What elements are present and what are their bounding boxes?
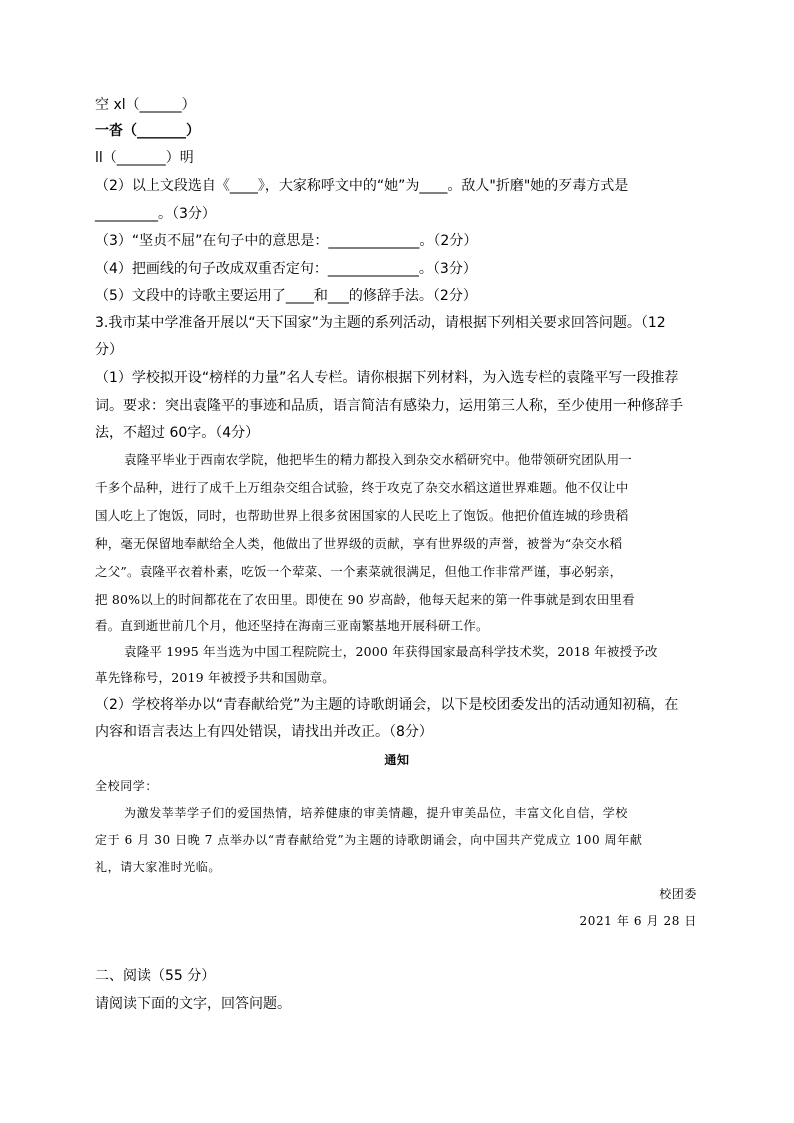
material-line-4: 种，毫无保留地奉献给全人类，他做出了世界级的贡献，享有世界级的声誉，被誉为“杂交水稻 [95,536,623,551]
section-2-instruction: 请阅读下面的文字，回答问题。 [95,996,291,1012]
notice-body-line-1: 为激发莘莘学子们的爱国热情，培养健康的审美情趣，提升审美品位，丰富文化自信，学校 [124,806,629,820]
notice-body-line-3: 礼，请大家准时光临。 [95,860,222,874]
question-3: （3）“坚贞不屈”在句子中的意思是：_____________。（2分） [95,233,478,249]
material-line-7: 看。直到逝世前几个月，他还坚持在海南三亚南繁基地开展科研工作。 [95,618,489,633]
notice-signature-date: 2021 年 6 月 28 日 [579,914,697,928]
sub-question-2-line-1: （2）学校将举办以“青春献给党”为主题的诗歌朗诵会，以下是校团委发出的活动通知初稿，在 [95,697,679,713]
sub-question-1-line-3: 法，不超过 60字。（4分） [95,425,260,441]
material-line-1: 袁隆平毕业于西南农学院，他把毕生的精力都投入到杂交水稻研究中。他带领研究团队用一 [124,452,633,467]
question-2-line-2: _________。（3分） [95,206,216,222]
sub-question-1-line-2: 词。要求：突出袁隆平的事迹和品质，语言简洁有感染力，运用第三人称，至少使用一种修辞手 [95,398,683,414]
answer-line-1: 空 xl（______） [95,97,196,113]
answer-line-3: ll（_______）明 [95,150,194,166]
section-2-heading: 二、阅读（55 分） [95,968,216,984]
material-line-5: 之父”。袁隆平衣着朴素，吃饭一个荤菜、一个素菜就很满足，但他工作非常严谨，事必躬亲， [95,564,623,579]
material-line-9: 革先锋称号，2019 年被授予共和国勋章。 [95,670,335,685]
question-4: （4）把画线的句子改成双重否定句：_____________。（3分） [95,261,477,277]
material-line-3: 国人吃上了饱饭，同时，也帮助世界上很多贫困国家的人民吃上了饱饭。他把价值连城的珍贵稻 [95,508,629,523]
question-3-title-line-1: 3.我市某中学准备开展以“天下国家”为主题的系列活动，请根据下列相关要求回答问题。（12 [95,315,666,331]
notice-greeting: 全校同学： [95,779,159,793]
question-5: （5）文段中的诗歌主要运用了____和___的修辞手法。（2分） [95,288,477,304]
material-line-2: 千多个品种，进行了成千上万组杂交组合试验，终于攻克了杂交水稻这道世界难题。他不仅让中 [95,480,629,495]
material-line-8: 袁隆平 1995 年当选为中国工程院院士，2000 年获得国家最高科学技术奖，2018 年被授予改 [124,644,658,659]
notice-signature-org: 校团委 [659,887,697,901]
notice-title: 通知 [384,753,410,767]
question-2-line-1: （2）以上文段选自《____》，大家称呼文中的“她”为____。敌人"折磨"她的歹毒方式是 [95,178,629,194]
question-3-title-line-2: 分） [95,342,123,358]
sub-question-1-line-1: （1）学校拟开设“榜样的力量”名人专栏。请你根据下列材料，为入选专栏的袁隆平写一段推荐 [95,370,679,386]
material-line-6: 把 80%以上的时间都花在了农田里。即使在 90 岁高龄，他每天起来的第一件事就是到农田里看 [95,592,635,607]
notice-body-line-2: 定于 6 月 30 日晚 7 点举办以“青春献给党”为主题的诗歌朗诵会，向中国共产党成立 100 周年献 [95,833,643,847]
answer-line-2: 一沓（_______） [95,123,200,139]
sub-question-2-line-2: 内容和语言表达上有四处错误，请找出并改正。（8分） [95,724,433,740]
